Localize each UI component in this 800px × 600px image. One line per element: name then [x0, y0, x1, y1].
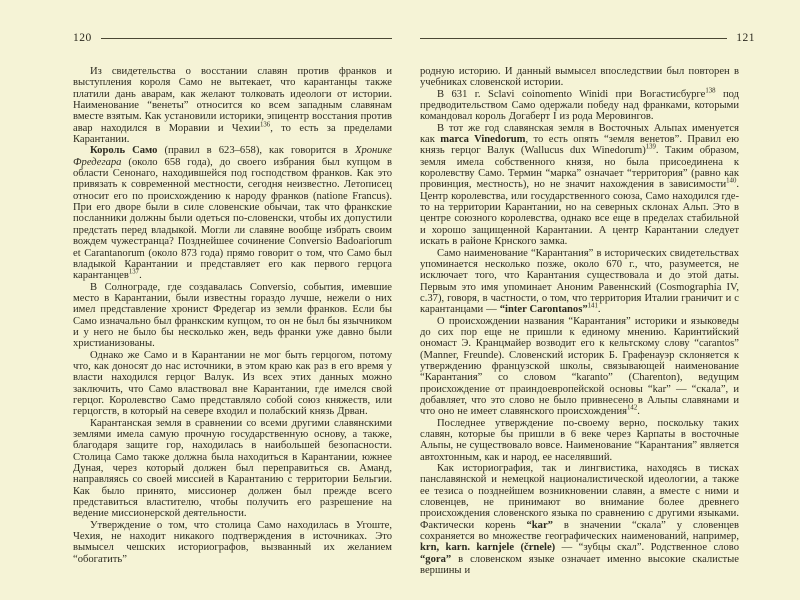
paragraph: В 631 г. Sclavi coinomento Winidi при Вогастисбурге$^{138}$ под предводительством Само одержали победу над франками, которыми командовал король Догаберт I из рода Меровингов.	[420, 87, 739, 123]
footnote-ref: 140	[726, 177, 737, 185]
paragraph: В Солнограде, где создавалась Conversio, события, имевшие место в Карантании, были известны гораздо лучше, нежели о них имел представление хронист Фредегар из земли франков. Если бы Само изначально был франкским купцом, то он не был бы язычником и у него не было бы несколько жен, ведь франки уже давно были христианизованы.	[73, 281, 392, 350]
paragraph: Из свидетельства о восстании славян против франков и выступления короля Само не вытекает, что карантанцы также платили дань аварам, как желают толковать идеологи от истории. Наименование “венеты” относится ко всем западным славянам вместе взятым. Как установили историки, эпицентр восстания против авар находился в Моравии и Чехии$^{136}$, то есть за пределами Карантании.	[73, 66, 392, 146]
page-number-left: 120	[73, 32, 92, 44]
header-rule-left	[101, 38, 392, 39]
page-body-left	[73, 66, 392, 565]
footnote-ref: 139	[645, 143, 656, 151]
paragraph: Как историография, так и лингвистика, находясь в тисках панславянской и немецкой националистической идеологии, а также ее тезиса о позднейшем возникновении славян, а вместе с ними и словенцев, не принимают во внимание более древнего происхождения словенского языка по сравнению с другими языками. Фактически корень “kar” в значении “скала” у словенцев сохраняется во множестве географических наименований, например, krn, karn. karnjele (črnele) — “зубцы скал”. Родственное слово “gora” в словенском языке означает именно высокие скалистые вершины и	[420, 463, 739, 577]
page-right	[420, 31, 755, 576]
footnote-ref: 137	[128, 268, 140, 276]
footnote-ref: 138	[705, 87, 716, 95]
page-number-right: 121	[736, 32, 755, 44]
footnote-ref: 141	[587, 302, 598, 310]
paragraph: Король Само (правил в 623–658), как говорится в Хронике Фредегара (около 658 года), до своего избрания был купцом в области Сенонаго, находившейся под господством франков. Как это привязать к современной местности, сегодня неизвестно. Летописец относит его по происхождению к народу франков (natione Francus). При его дворе были в силе словенские обычаи, так что франкские посланники должны были одеться по-словенски, чтобы их допустили предстать перед владыкой. Могли ли славяне вообще избрать своим вождем чужестранца? Позднейшее сочинение Conversio Badoariorum et Carantanorum (около 873 года) прямо говорит о том, что Само был владыкой Карантании и представляет его как первого герцога карантанцев$^{137}$.	[73, 145, 392, 282]
paragraph: Утверждение о том, что столица Само находилась в Угоште, Чехия, не находит никакого подтверждения в источниках. Это вымысел чешских историографов, вызванный их желанием “обогатить”	[73, 519, 392, 565]
footnote-ref: 136	[260, 121, 271, 129]
page-left	[73, 31, 392, 565]
paragraph: Последнее утверждение по-своему верно, поскольку таких славян, которые бы пришли в 6 веке через Карпаты в восточные Альпы, не существовало вовсе. Наименование “Карантания” является автохтонным, как и народ, ее населявший.	[420, 417, 739, 463]
paragraph: Карантанская земля в сравнении со всеми другими славянскими землями имела самую прочную государственную основу, а также, благодаря защите гор, находилась в наибольшей безопасности. Столица Само также должна была находиться в Карантании, южнее Дуная, через который должен был переправиться св. Аманд, направляясь со своей миссией в Карантанию с территории Бельгии. Как было принято, миссионер должен был прежде всего представиться властителю, чтобы получить его разрешение на ведение миссионерской деятельности.	[73, 417, 392, 520]
paragraph: Однако же Само и в Карантании не мог быть герцогом, потому что, как доносят до нас источники, в этом краю как раз в его время у власти находился герцог Валук. Из всех этих данных можно заключить, что Само властвовал вне Карантании, где имелся свой герцог. Королевство Само представляло собой союз княжеств, или герцогств, в который на севере входил и полабский князь Дрван.	[73, 349, 392, 418]
page-header-right	[420, 31, 755, 45]
page-header-left	[73, 31, 392, 45]
paragraph: родную историю. И данный вымысел впоследствии был повторен в учебниках словенской истории.	[420, 66, 739, 89]
footnote-ref: 142	[627, 404, 638, 412]
paragraph: Само наименование “Карантания” в исторических свидетельствах упоминается несколько позже, около 670 г., что, разумеется, не исключает того, что Карантания существовала и до этой даты. Первым это имя упоминает Аноним Равеннский (Cosmographia IV, с.37), говоря, в частности, о том, что территория Италии граничит и с карантанцами — “inter Carontanos”$^{141}$.	[420, 247, 739, 316]
paragraph: О происхождении названия “Карантания” историки и языковеды до сих пор еще не пришли к единому мнению. Каринтийский ономаст Э. Кранцмайер возводит его к кельтскому слову “carantos” (Manner, Freunde). Словенский историк Б. Графенауэр склоняется к утверждению французской школы, связывающей наименование “Карантания” со словом “karanto” (Charenton), ведущим происхождение от праиндоевропейской основы “kar” — “скала”, и добавляет, что это слово не было привнесено в Альпы славянами и что оно не имеет славянского происхождения$^{142}$.	[420, 315, 739, 418]
page-body-right	[420, 66, 739, 576]
paragraph: В тот же год славянская земля в Восточных Альпах именуется как marca Vinedorum, то есть опять “земля венетов”. Правил ею князь герцог Валук (Wallucus dux Winedorum)$^{139}$. Таким образом, земля имела собственного князя, но была присоединена к королевству Само. Термин “марка” означает “территория” (равно как провинция, местность), но не значит нахождения в зависимости$^{140}$. Центр королевства, или государственного союза, Само находился где-то на территории Карантании, но на северных склонах Альп. Это в центре союзного королевства, однако все еще в пределах стабильной и хорошо защищенной Карантании. А центр Карантании следует искать в районе Крнского замка.	[420, 122, 739, 248]
header-rule-right	[420, 38, 727, 39]
